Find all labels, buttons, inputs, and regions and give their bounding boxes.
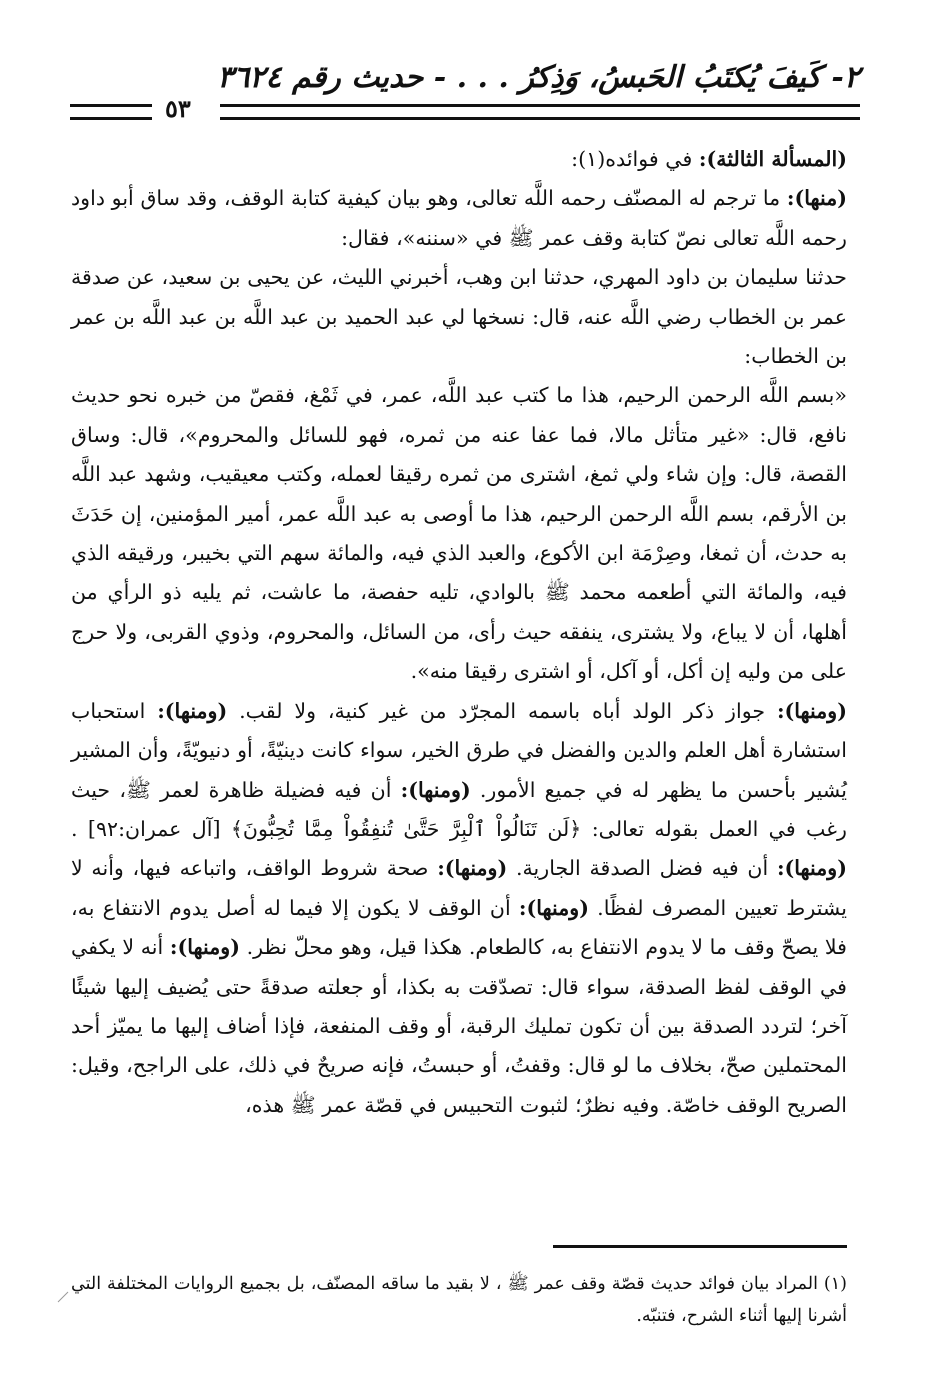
- benefit-marker: (ومنها):: [518, 895, 589, 920]
- header-title: ٢- كَيفَ يُكتَبُ الحَبسُ، وَذِكرُ . . . - حديث رقم ٣٦٢٤: [217, 60, 860, 95]
- issue-heading-text: في فوائده(١):: [571, 147, 699, 171]
- benefit-marker: (ومنها):: [437, 856, 508, 881]
- page-number: ٥٣: [165, 94, 191, 123]
- paragraph-issue-3: [71, 140, 847, 179]
- issue-heading: (المسألة الثالثة):: [698, 147, 847, 171]
- footnote-separator: [553, 1245, 847, 1248]
- footnote: [71, 1268, 847, 1332]
- benefit-text: أن فيه فضل الصدقة الجارية.: [507, 856, 777, 881]
- benefit-text: ما ترجم له المصنّف رحمه اللَّه تعالى، وهو بيان كيفية كتابة الوقف، وقد ساق أبو داود رحمه اللَّه تعالى نصّ كتابة وقف عمر ﷺ في «سننه»، فقال:: [71, 186, 847, 250]
- benefit-marker: (ومنها):: [169, 935, 240, 960]
- benefit-text: استحباب استشارة أهل العلم والدين والفضل في طرق الخير، سواء كانت دينيّةً، أو دنيويّةً، وأن المشير يُشير بأحسن ما يظهر له في جميع الأمور.: [71, 698, 848, 802]
- benefit-marker: (منها):: [786, 186, 847, 211]
- benefit-text: صحة شروط الواقف، واتباعه فيها، وأنه لا يشترط تعيين المصرف لفظًا.: [71, 856, 848, 920]
- footnote-1: (١) المراد بيان فوائد حديث قصّة وقف عمر ﷺ ، لا بقيد ما ساقه المصنّف، بل بجميع الروايات المختلفة التي أشرنا إليها أثناء الشرح، فتنبّه.: [71, 1274, 847, 1326]
- header-rule-right: [220, 104, 860, 120]
- benefit-marker: (ومنها):: [776, 856, 847, 881]
- benefit-text: أن فيه فضيلة ظاهرة لعمر ﷺ، حيث رغب في العمل بقوله تعالى: ﴿لَن تَنَالُواْ ٱلْبِرَّ حَتَّىٰ تُنفِقُواْ مِمَّا تُحِبُّونَ﴾ [آل عمران:٩٢] .: [71, 777, 847, 841]
- benefit-text: جواز ذكر الولد أباه باسمه المجرّد من غير كنية، ولا لقب.: [227, 698, 777, 723]
- paragraph-waqf-text: «بسم اللَّه الرحمن الرحيم، هذا ما كتب عبد اللَّه، عمر، في ثَمْغ، فقصّ من خبره نحو حديث نافع، قال: «غير متأثل مالا، فما عفا عنه من ثمره، فهو للسائل والمحروم»، قال: وساق القصة، قال: وإن شاء ولي ثمغ، اشترى من ثمره رقيقا لعمله، وكتب معيقيب، وشهد عبد اللَّه بن الأرقم، بسم اللَّه الرحمن الرحيم، هذا ما أوصى به عبد اللَّه عمر، أمير المؤمنين، إن حَدَثَ به حدث، أن ثمغا، وصِرْمَة ابن الأكوع، والعبد الذي فيه، والمائة سهم التي بخيبر، ورقيقه الذي فيه، والمائة التي أطعمه محمد ﷺ بالوادي، تليه حفصة، ما عاشت، ثم يليه ذو الرأي من أهلها، أن لا يباع، ولا يشترى، ينفقه حيث رأى، من السائل، والمحروم، وذوي القربى، ولا حرج على من وليه إن أكل، أو آكل، أو اشترى رقيقا منه».: [71, 383, 847, 684]
- benefit-text: أن الوقف لا يكون إلا فيما له أصل يدوم الانتفاع به، فلا يصحّ وقف ما لا يدوم الانتفاع به، كالطعام. هكذا قيل، وهو محلّ نظر.: [71, 895, 847, 960]
- benefit-text: أنه لا يكفي في الوقف لفظ الصدقة، سواء قال: تصدّقت به بكذا، أو جعلته صدقةً حتى يُضيف إليها شيئًا آخر؛ لتردد الصدقة بين أن تكون تمليك الرقبة، أو وقف المنفعة، فإذا أضاف إليها ما يميّز أحد المحتملين صحّ، بخلاف ما لو قال: وقفتُ، أو حبستُ، فإنه صريحٌ في ذلك، على الراجح، وقيل: الصريح الوقف خاصّة. وفيه نظرٌ؛ لثبوت التحبيس في قصّة عمر ﷺ هذه،: [71, 935, 847, 1117]
- paragraph-benefit-1: [71, 179, 847, 258]
- benefit-marker: (ومنها):: [157, 698, 228, 723]
- pencil-mark-icon: [56, 1290, 70, 1304]
- running-header: [70, 58, 860, 128]
- benefit-marker: (ومنها):: [776, 698, 847, 723]
- header-rule-left: [70, 104, 152, 120]
- main-text: [71, 140, 847, 1125]
- paragraph-benefits: [71, 692, 847, 1125]
- paragraph-isnad: حدثنا سليمان بن داود المهري، حدثنا ابن وهب، أخبرني الليث، عن يحيى بن سعيد، عن صدقة عمر بن الخطاب رضي اللَّه عنه، قال: نسخها لي عبد الحميد بن عبد اللَّه بن عبد اللَّه بن عمر بن الخطاب:: [71, 265, 847, 369]
- benefit-marker: (ومنها):: [400, 777, 471, 802]
